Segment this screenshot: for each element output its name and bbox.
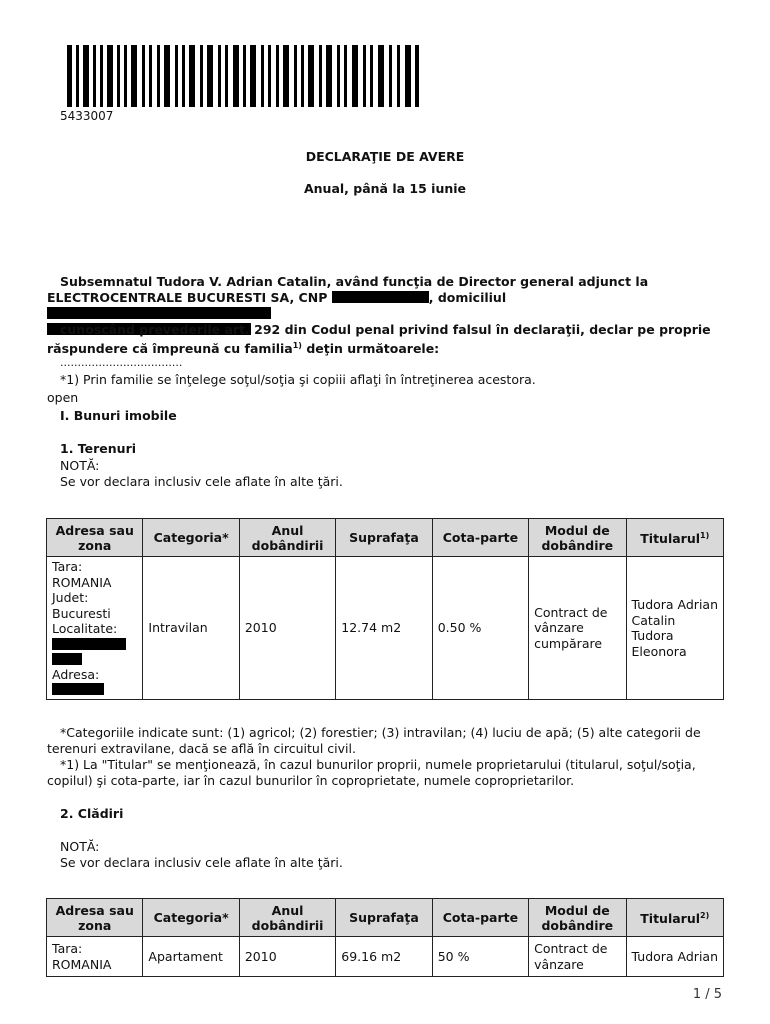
barcode-number: 5433007 [60, 109, 114, 123]
open-label: open [47, 390, 79, 405]
header-modul: Modul de dobândire [529, 519, 626, 557]
header-cota: Cota-parte [432, 519, 528, 557]
page-number: 1 / 5 [692, 987, 722, 1002]
family-footnote: *1) Prin familie se înţelege soţul/soţia şi copiii aflaţi în întreţinerea acestora. [60, 372, 536, 387]
header-cota: Cota-parte [432, 899, 528, 937]
header-categoria: Categoria* [143, 519, 239, 557]
table-header-row [47, 519, 724, 557]
barcode-image [67, 45, 419, 107]
redacted-localitate [52, 638, 126, 650]
cell-suprafata: 69.16 m2 [336, 937, 432, 977]
cell-cota: 50 % [432, 937, 528, 977]
dots-line: ................................... [60, 356, 183, 369]
cell-adresa: Tara: ROMANIA [47, 937, 143, 977]
redacted-localitate-2 [52, 653, 82, 665]
nota-label: NOTĂ: [60, 458, 100, 473]
subsection-terenuri: 1. Terenuri [60, 441, 137, 456]
cell-categoria: Intravilan [143, 557, 239, 700]
document-subtitle: Anual, până la 15 iunie [303, 181, 467, 196]
header-titular: Titularul$^{1)}$ [626, 519, 723, 557]
cladiri-table [46, 898, 724, 977]
redacted-cnp [332, 291, 429, 303]
header-adresa: Adresa sau zona [47, 899, 143, 937]
intro-line-2: ELECTROCENTRALE BUCURESTI SA, CNP , domiciliul [47, 290, 727, 322]
nota-text: Se vor declara inclusiv cele aflate în alte ţări. [60, 474, 343, 489]
header-anul: Anul dobândirii [239, 519, 335, 557]
cell-anul: 2010 [239, 937, 335, 977]
table-row [47, 557, 724, 700]
categorii-note: *Categoriile indicate sunt: (1) agricol; (2) forestier; (3) intravilan; (4) luciu de apă; (5) alte categorii de terenuri extravilane, dacă se află în circuitul civil. *1) La "Titular" se menţionează, în cazul bunurilor proprii, numele proprietarului (titularul, soţul/soţia, copilul) şi cota-parte, iar în cazul bunurilor în coproprietate, numele coproprietarilor. [47, 725, 701, 788]
table-row [47, 937, 724, 977]
cell-suprafata: 12.74 m2 [336, 557, 432, 700]
intro-line-1: Subsemnatul Tudora V. Adrian Catalin, având funcţia de Director general adjunct la [60, 274, 649, 289]
intro-statement: cunoscând prevederile art. 292 din Codul penal privind falsul în declaraţii, declar pe proprie răspundere că împreună cu familia$^{1)}$ deţin următoarele: [47, 322, 711, 357]
section-1-heading: I. Bunuri imobile [60, 408, 177, 423]
header-adresa: Adresa sau zona [47, 519, 143, 557]
cell-titular: Tudora Adrian Catalin Tudora Eleonora [626, 557, 723, 700]
header-titular: Titularul$^{2)}$ [626, 899, 723, 937]
header-suprafata: Suprafaţa [336, 519, 432, 557]
redacted-domiciliu [47, 307, 271, 319]
header-categoria: Categoria* [143, 899, 239, 937]
nota-label-2: NOTĂ: [60, 839, 100, 854]
terenuri-table [46, 518, 724, 700]
header-suprafata: Suprafaţa [336, 899, 432, 937]
header-anul: Anul dobândirii [239, 899, 335, 937]
cell-adresa: Tara: ROMANIA Judet: Bucuresti Localitate: Adresa: [47, 557, 143, 700]
document-title: DECLARAŢIE DE AVERE [305, 149, 465, 164]
subsection-cladiri: 2. Clădiri [60, 806, 124, 821]
cell-modul: Contract de vânzare cumpărare [529, 557, 626, 700]
cell-modul: Contract de vânzare [529, 937, 626, 977]
cell-cota: 0.50 % [432, 557, 528, 700]
nota-text-2: Se vor declara inclusiv cele aflate în alte ţări. [60, 855, 343, 870]
cell-anul: 2010 [239, 557, 335, 700]
header-modul: Modul de dobândire [529, 899, 626, 937]
cell-categoria: Apartament [143, 937, 239, 977]
redacted-adresa [52, 683, 104, 695]
cell-titular: Tudora Adrian [626, 937, 723, 977]
table-header-row [47, 899, 724, 937]
